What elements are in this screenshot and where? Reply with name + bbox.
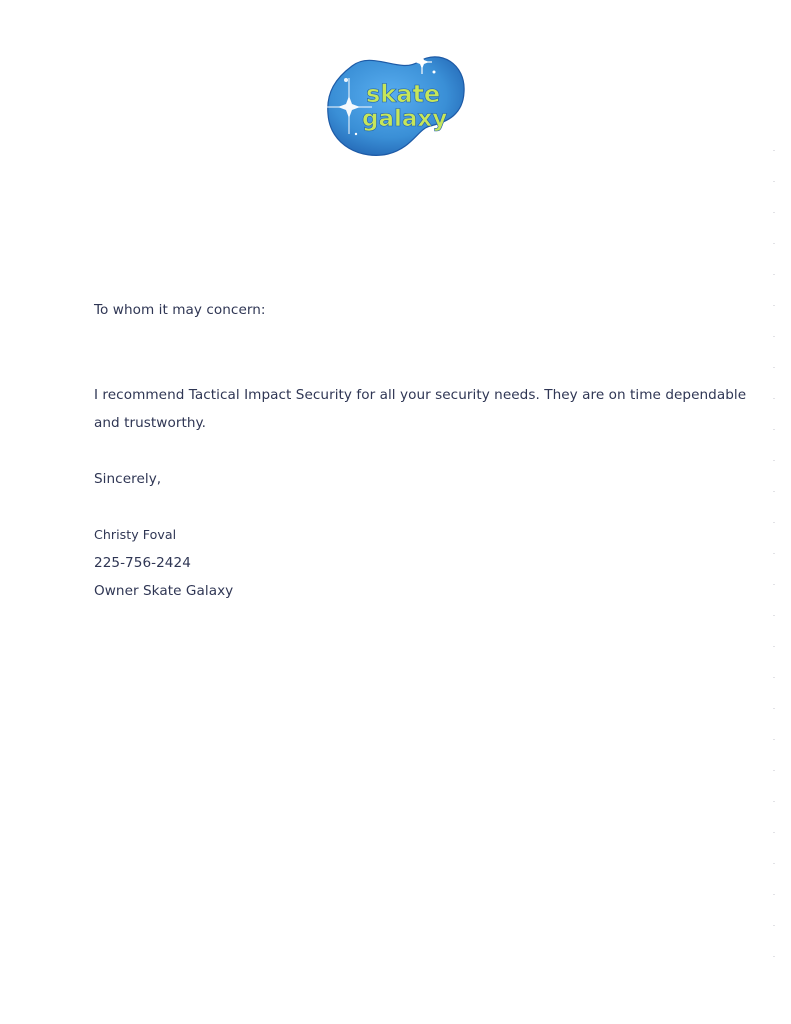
skate-galaxy-logo bbox=[322, 52, 468, 158]
letter-greeting: To whom it may concern: bbox=[94, 302, 266, 318]
logo-line-2: galaxy bbox=[362, 106, 448, 132]
letter-body-line-1: I recommend Tactical Impact Security for all your security needs. They are on time dependable bbox=[94, 387, 747, 403]
signature-name: Christy Foval bbox=[94, 527, 177, 542]
letter-body-line-2: and trustworthy. bbox=[94, 415, 207, 431]
signature-phone: 225-756-2424 bbox=[94, 555, 191, 571]
signature-title: Owner Skate Galaxy bbox=[94, 583, 234, 599]
logo-line-1: skate bbox=[366, 80, 441, 108]
letter-closing: Sincerely, bbox=[94, 471, 162, 487]
scan-edge-artifact bbox=[773, 150, 775, 970]
